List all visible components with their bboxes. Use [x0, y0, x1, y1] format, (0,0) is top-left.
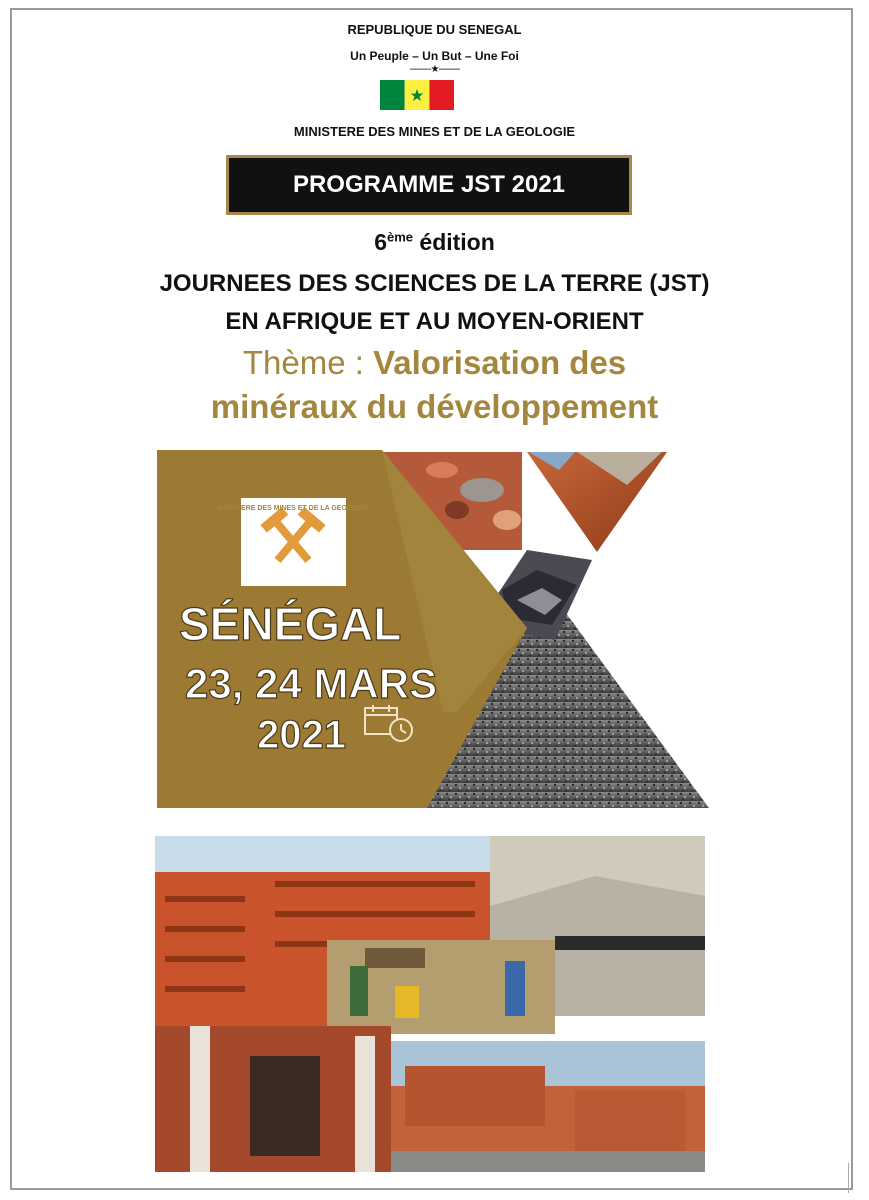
theme-prefix: Thème :	[242, 344, 374, 381]
edition-heading	[0, 229, 869, 256]
program-title-box	[226, 155, 632, 215]
edition-word: édition	[419, 229, 495, 255]
ministry-heading: MINISTERE DES MINES ET DE LA GEOLOGIE	[293, 124, 576, 139]
event-title-line1: JOURNEES DES SCIENCES DE LA TERRE (JST)	[159, 270, 710, 297]
page-corner-mark	[848, 1163, 867, 1193]
country-heading: REPUBLIQUE DU SENEGAL	[347, 22, 522, 37]
program-title: PROGRAMME JST 2021	[292, 171, 566, 198]
edition-number: 6	[374, 229, 387, 255]
construction-photo-collage	[155, 836, 705, 1172]
senegal-flag-icon	[380, 80, 454, 110]
event-title-line2: EN AFRIQUE ET AU MOYEN-ORIENT	[225, 308, 644, 335]
clock-icon	[390, 719, 412, 741]
logo-text: MINISTERE DES MINES ET DE LA GEOLOGIE	[217, 505, 369, 512]
theme-text-1: Valorisation des	[373, 344, 627, 381]
banner-year: 2021	[257, 713, 346, 757]
theme-line2: minéraux du développement	[210, 388, 659, 425]
event-banner	[157, 450, 709, 810]
national-motto: Un Peuple – Un But – Une Foi	[350, 49, 519, 63]
banner-dates: 23, 24 MARS	[185, 660, 438, 707]
edition-suffix: ème	[386, 229, 414, 245]
theme-line1	[0, 344, 869, 382]
banner-country: SÉNÉGAL	[179, 598, 402, 650]
star-separator: ---------★---------	[409, 64, 460, 75]
